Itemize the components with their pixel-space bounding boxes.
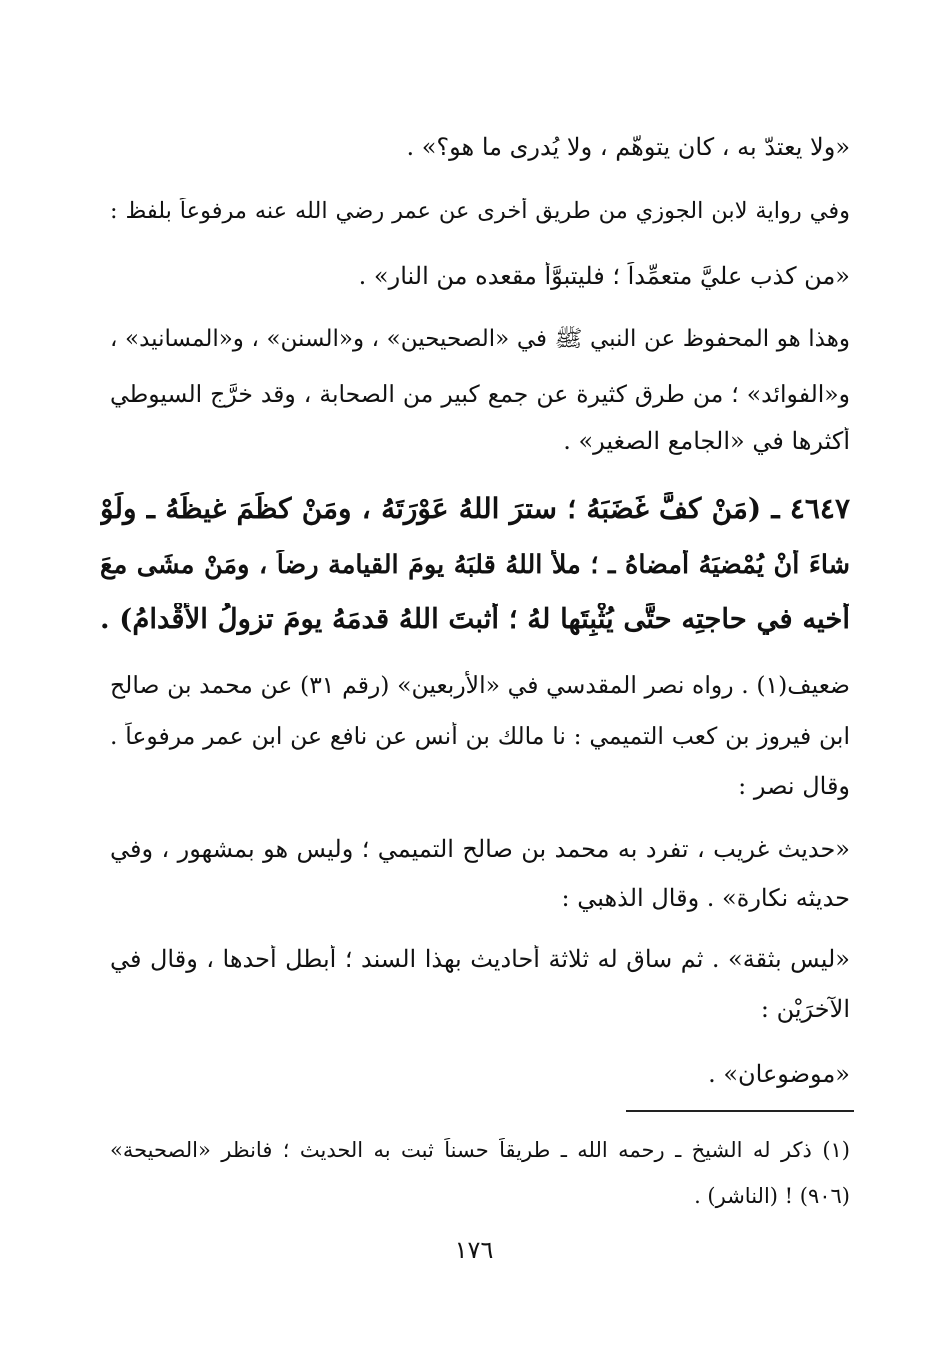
text-line-1: «ولا يعتدّ به ، كان يتوهّم ، ولا يُدرى ما هو؟» . [406,133,850,161]
page-number: ١٧٦ [454,1236,494,1264]
footnote-line-2: (٩٠٦) ! (الناشر) . [694,1184,850,1208]
hadith-text-line-1: ٤٦٤٧ ـ (مَنْ كفَّ غَضَبَهُ ؛ سترَ اللهُ عَوْرَتَهُ ، ومَنْ كظَمَ غيظَهُ ـ ولَوْ [100,492,850,525]
text-line-5: و«الفوائد» ؛ من طرق كثيرة عن جمع كبير من الصحابة ، وقد خرَّج السيوطي [110,380,850,408]
hadith-text-line-3: أخيه في حاجتِه حتَّى يُثْبِتَها لهُ ؛ أَثبتَ اللهُ قدمَهُ يومَ تزولُ الأَقْدامُ) . [100,603,850,635]
quote-line-3: «ليس بثقة» . ثم ساق له ثلاثة أحاديث بهذا السند ؛ أبطل أحدها ، وقال في [110,945,850,973]
hadith-text-line-2: شاءَ أنْ يُمْضيَهُ أَمضاهُ ـ ؛ ملأَ اللهُ قلبَهُ يومَ القيامة رضاً ، ومَنْ مشَى معَ [100,550,850,580]
quote-line-4: الآخرَيْن : [760,995,850,1023]
text-line-2: وفي رواية لابن الجوزي من طريق أخرى عن عمر رضي الله عنه مرفوعاً بلفظ : [110,198,850,224]
takhrij-line-3: وقال نصر : [738,772,850,800]
takhrij-line-2: ابن فيروز بن كعب التميمي : نا مالك بن أنس عن نافع عن ابن عمر مرفوعاً . [110,722,850,750]
quote-line-2: حديثه نكارة» . وقال الذهبي : [561,884,850,912]
quote-line-1: «حديث غريب ، تفرد به محمد بن صالح التميمي ؛ وليس هو بمشهور ، وفي [110,835,850,863]
quote-line-5: «موضوعان» . [708,1060,850,1088]
takhrij-line-1: ضعيف(١) . رواه نصر المقدسي في «الأربعين» (رقم ٣١) عن محمد بن صالح [110,671,850,699]
footnote-line-1: (١) ذكر له الشيخ ـ رحمه الله ـ طريقاً حسناً ثبت به الحديث ؛ فانظر «الصحيحة» [110,1138,850,1162]
text-line-4: وهذا هو المحفوظ عن النبي ﷺ في «الصحيحين» ، و«السنن» ، و«المسانيد» ، [110,326,850,352]
text-line-6: أكثرها في «الجامع الصغير» . [563,427,850,455]
footnote-separator [626,1110,854,1112]
text-line-3: «من كذب عليَّ متعمِّداً ؛ فليتبوَّأ مقعده من النار» . [358,262,850,290]
